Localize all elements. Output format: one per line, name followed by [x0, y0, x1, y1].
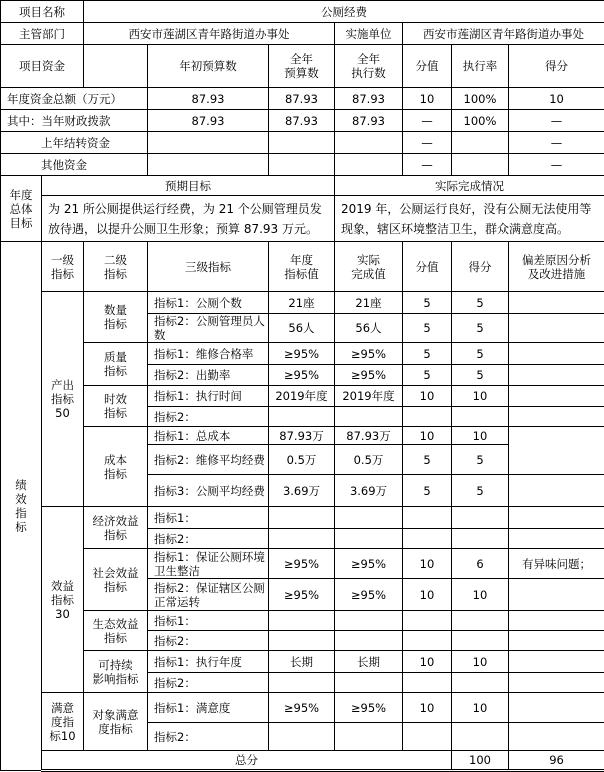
perf-header: 分值: [403, 242, 452, 292]
indicator-score: 5: [403, 314, 452, 343]
level1-indicator: 满意 度指 标10: [42, 693, 84, 751]
goals-label: 年度 总体 目标: [1, 176, 42, 242]
level2-indicator: 可持续 影响指标: [84, 651, 148, 693]
indicator-score: 5: [403, 445, 452, 475]
funds-score: —: [403, 132, 452, 154]
perf-header: 实际 完成值: [335, 242, 403, 292]
funds-executed: [335, 132, 403, 154]
indicator-score: 10: [403, 693, 452, 723]
funds-score: —: [403, 154, 452, 176]
deviation-note: [509, 651, 604, 673]
indicator-got: 6: [452, 549, 509, 579]
deviation-note: [509, 343, 604, 365]
expected-label: 预期目标: [42, 176, 335, 196]
indicator-row: [1, 611, 604, 631]
total-score: 100: [452, 751, 509, 771]
indicator-got: [452, 611, 509, 631]
funds-rate: 100%: [452, 110, 509, 132]
indicator-score: [403, 673, 452, 693]
perf-header: 三级指标: [148, 242, 269, 292]
level1-indicator: 产出 指标 50: [42, 292, 84, 507]
level3-indicator: 指标1：保证公厕环境卫生整洁: [148, 549, 269, 579]
indicator-score: 10: [403, 386, 452, 407]
actual-result-text: 2019 年，公厕运行良好，没有公厕无法使用等现象，辖区环境整洁卫生，群众满意度高。: [335, 196, 604, 242]
deviation-note: [509, 365, 604, 386]
indicator-actual: [335, 529, 403, 549]
indicator-score: [403, 407, 452, 427]
indicator-target: 21座: [269, 292, 335, 314]
funds-header: 全年 预算数: [269, 45, 335, 88]
funds-header: 得分: [509, 45, 604, 88]
funds-row-label: 其中：当年财政拨款: [1, 110, 148, 132]
perf-header-row: [1, 242, 604, 292]
indicator-got: [452, 723, 509, 751]
funds-initial: 87.93: [148, 88, 269, 110]
deviation-note: [509, 631, 604, 651]
deviation-note: [509, 292, 604, 314]
actual-label: 实际完成情况: [335, 176, 604, 196]
indicator-row: [1, 292, 604, 314]
indicator-score: 5: [403, 292, 452, 314]
indicator-actual: ≥95%: [335, 693, 403, 723]
level3-indicator: 指标1：执行时间: [148, 386, 269, 407]
funds-row-label: 上年结转资金: [1, 132, 148, 154]
indicator-row: [1, 693, 604, 723]
funds-header: 分值: [403, 45, 452, 88]
indicator-actual: 0.5万: [335, 445, 403, 475]
funds-got: —: [509, 154, 604, 176]
indicator-actual: [335, 507, 403, 529]
indicator-got: [452, 631, 509, 651]
indicator-got: 5: [452, 365, 509, 386]
indicator-row: [1, 386, 604, 407]
indicator-score: [403, 529, 452, 549]
indicator-row: [1, 651, 604, 673]
indicator-target: ≥95%: [269, 693, 335, 723]
level2-indicator: 质量 指标: [84, 343, 148, 386]
funds-annual: [269, 154, 335, 176]
level1-indicator: 效益 指标 30: [42, 507, 84, 693]
level3-indicator: 指标2：: [148, 673, 269, 693]
indicator-target: ≥95%: [269, 549, 335, 579]
funds-initial: [148, 132, 269, 154]
level3-indicator: 指标2：出勤率: [148, 365, 269, 386]
level2-indicator: 时效 指标: [84, 386, 148, 427]
dept-value: 西安市莲湖区青年路街道办事处: [84, 23, 335, 45]
funds-header: 年初预算数: [148, 45, 269, 88]
deviation-note: [509, 723, 604, 751]
level3-indicator: 指标1：: [148, 507, 269, 529]
deviation-note: 有异味问题；: [509, 549, 604, 579]
indicator-row: [1, 343, 604, 365]
indicator-score: [403, 631, 452, 651]
indicator-score: [403, 507, 452, 529]
impl-value: 西安市莲湖区青年路街道办事处: [403, 23, 604, 45]
funds-label: 项目资金: [1, 45, 84, 88]
deviation-note: [509, 407, 604, 427]
indicator-actual: 56人: [335, 314, 403, 343]
project-name-label: 项目名称: [1, 1, 84, 23]
goals-header-row: [1, 176, 604, 196]
indicator-score: 10: [403, 579, 452, 611]
perf-label: 绩 效 指 标: [1, 242, 42, 771]
project-name-value: 公厕经费: [84, 1, 604, 23]
indicator-target: [269, 723, 335, 751]
indicator-row: [1, 549, 604, 579]
indicator-got: 5: [452, 314, 509, 343]
funds-got: —: [509, 110, 604, 132]
deviation-note: [509, 314, 604, 343]
level3-indicator: 指标1：: [148, 611, 269, 631]
funds-executed: [335, 154, 403, 176]
level3-indicator: 指标2：: [148, 723, 269, 751]
indicator-row: [1, 427, 604, 445]
funds-annual: [269, 132, 335, 154]
total-label: 总分: [42, 751, 452, 771]
level3-indicator: 指标2：: [148, 529, 269, 549]
indicator-target: ≥95%: [269, 365, 335, 386]
funds-rate: 100%: [452, 88, 509, 110]
indicator-target: [269, 529, 335, 549]
indicator-target: [269, 507, 335, 529]
indicator-score: 10: [403, 549, 452, 579]
funds-row-label: 其他资金: [1, 154, 148, 176]
indicator-got: [452, 407, 509, 427]
indicator-actual: ≥95%: [335, 365, 403, 386]
indicator-actual: [335, 407, 403, 427]
perf-header: 年度 指标值: [269, 242, 335, 292]
indicator-target: [269, 407, 335, 427]
indicator-actual: ≥95%: [335, 579, 403, 611]
funds-rate: [452, 154, 509, 176]
total-got: 96: [509, 751, 604, 771]
level3-indicator: 指标2：: [148, 407, 269, 427]
funds-got: 10: [509, 88, 604, 110]
indicator-score: 10: [403, 651, 452, 673]
indicator-target: ≥95%: [269, 579, 335, 611]
project-name-row: [1, 1, 604, 23]
indicator-score: [403, 723, 452, 751]
indicator-target: 87.93万: [269, 427, 335, 445]
funds-row: [1, 132, 604, 154]
indicator-got: 5: [452, 292, 509, 314]
level2-indicator: 数量 指标: [84, 292, 148, 343]
indicator-score: [403, 611, 452, 631]
indicator-actual: ≥95%: [335, 549, 403, 579]
indicator-score: 5: [403, 365, 452, 386]
level3-indicator: 指标1：满意度: [148, 693, 269, 723]
indicator-got: 10: [452, 651, 509, 673]
level3-indicator: 指标1：维修合格率: [148, 343, 269, 365]
deviation-note: [509, 673, 604, 693]
indicator-target: 长期: [269, 651, 335, 673]
empty-cell: [84, 45, 148, 88]
level3-indicator: 指标2：公厕管理员人数: [148, 314, 269, 343]
level3-indicator: 指标2：保证辖区公厕正常运转: [148, 579, 269, 611]
indicator-target: 3.69万: [269, 475, 335, 507]
indicator-got: 10: [452, 386, 509, 407]
impl-label: 实施单位: [335, 23, 403, 45]
indicator-score: 10: [403, 427, 452, 445]
level3-indicator: 指标1：公厕个数: [148, 292, 269, 314]
indicator-got: 5: [452, 475, 509, 507]
level2-indicator: 成本 指标: [84, 427, 148, 507]
level2-indicator: 生态效益 指标: [84, 611, 148, 651]
indicator-target: 0.5万: [269, 445, 335, 475]
level2-indicator: 社会效益 指标: [84, 549, 148, 611]
deviation-note: [509, 693, 604, 723]
deviation-note: [509, 529, 604, 549]
indicator-row: [1, 507, 604, 529]
funds-annual: 87.93: [269, 88, 335, 110]
funds-row: [1, 110, 604, 132]
deviation-note: [509, 507, 604, 529]
indicator-target: [269, 631, 335, 651]
department-row: [1, 23, 604, 45]
funds-header: 全年 执行数: [335, 45, 403, 88]
indicator-actual: [335, 631, 403, 651]
level3-indicator: 指标1：总成本: [148, 427, 269, 445]
indicator-score: 5: [403, 475, 452, 507]
indicator-got: 10: [452, 693, 509, 723]
deviation-note: [509, 386, 604, 407]
funds-initial: 87.93: [148, 110, 269, 132]
goals-row: [1, 196, 604, 242]
funds-score: 10: [403, 88, 452, 110]
perf-header: 一级 指标: [42, 242, 84, 292]
indicator-actual: 3.69万: [335, 475, 403, 507]
indicator-target: [269, 611, 335, 631]
indicator-actual: [335, 611, 403, 631]
dept-label: 主管部门: [1, 23, 84, 45]
level3-indicator: 指标3：公厕平均经费: [148, 475, 269, 507]
indicator-got: [452, 507, 509, 529]
funds-header-row: [1, 45, 604, 88]
indicator-actual: 21座: [335, 292, 403, 314]
indicator-target: 56人: [269, 314, 335, 343]
indicator-got: [452, 673, 509, 693]
deviation-note: [509, 475, 604, 507]
indicator-got: 10: [452, 427, 509, 445]
indicator-got: 5: [452, 343, 509, 365]
indicator-actual: [335, 723, 403, 751]
funds-executed: 87.93: [335, 110, 403, 132]
deviation-note: [509, 611, 604, 631]
perf-header: 得分: [452, 242, 509, 292]
funds-got: —: [509, 132, 604, 154]
indicator-got: 5: [452, 445, 509, 475]
deviation-note: [509, 427, 604, 475]
deviation-note: [509, 579, 604, 611]
level2-indicator: 经济效益 指标: [84, 507, 148, 549]
indicator-actual: 87.93万: [335, 427, 403, 445]
total-row: [1, 751, 604, 771]
perf-header: 偏差原因分析 及改进措施: [509, 242, 604, 292]
indicator-score: 5: [403, 343, 452, 365]
funds-score: —: [403, 110, 452, 132]
funds-header: 执行率: [452, 45, 509, 88]
funds-initial: [148, 154, 269, 176]
funds-row: [1, 88, 604, 110]
indicator-target: ≥95%: [269, 343, 335, 365]
level3-indicator: 指标2：维修平均经费: [148, 445, 269, 475]
funds-row: [1, 154, 604, 176]
funds-row-label: 年度资金总额（万元）: [1, 88, 148, 110]
level3-indicator: 指标1：执行年度: [148, 651, 269, 673]
indicator-got: [452, 529, 509, 549]
funds-rate: [452, 132, 509, 154]
level3-indicator: 指标2：: [148, 631, 269, 651]
indicator-target: [269, 673, 335, 693]
funds-executed: 87.93: [335, 88, 403, 110]
level2-indicator: 对象满意 度指标: [84, 693, 148, 751]
perf-header: 二级 指标: [84, 242, 148, 292]
indicator-got: 10: [452, 579, 509, 611]
indicator-actual: 长期: [335, 651, 403, 673]
indicator-target: 2019年度: [269, 386, 335, 407]
funds-annual: 87.93: [269, 110, 335, 132]
indicator-actual: ≥95%: [335, 343, 403, 365]
indicator-actual: [335, 673, 403, 693]
expected-goal-text: 为 21 所公厕提供运行经费，为 21 个公厕管理员发放待遇，以提升公厕卫生形象；预算 87.93 万元。: [42, 196, 335, 242]
indicator-actual: 2019年度: [335, 386, 403, 407]
